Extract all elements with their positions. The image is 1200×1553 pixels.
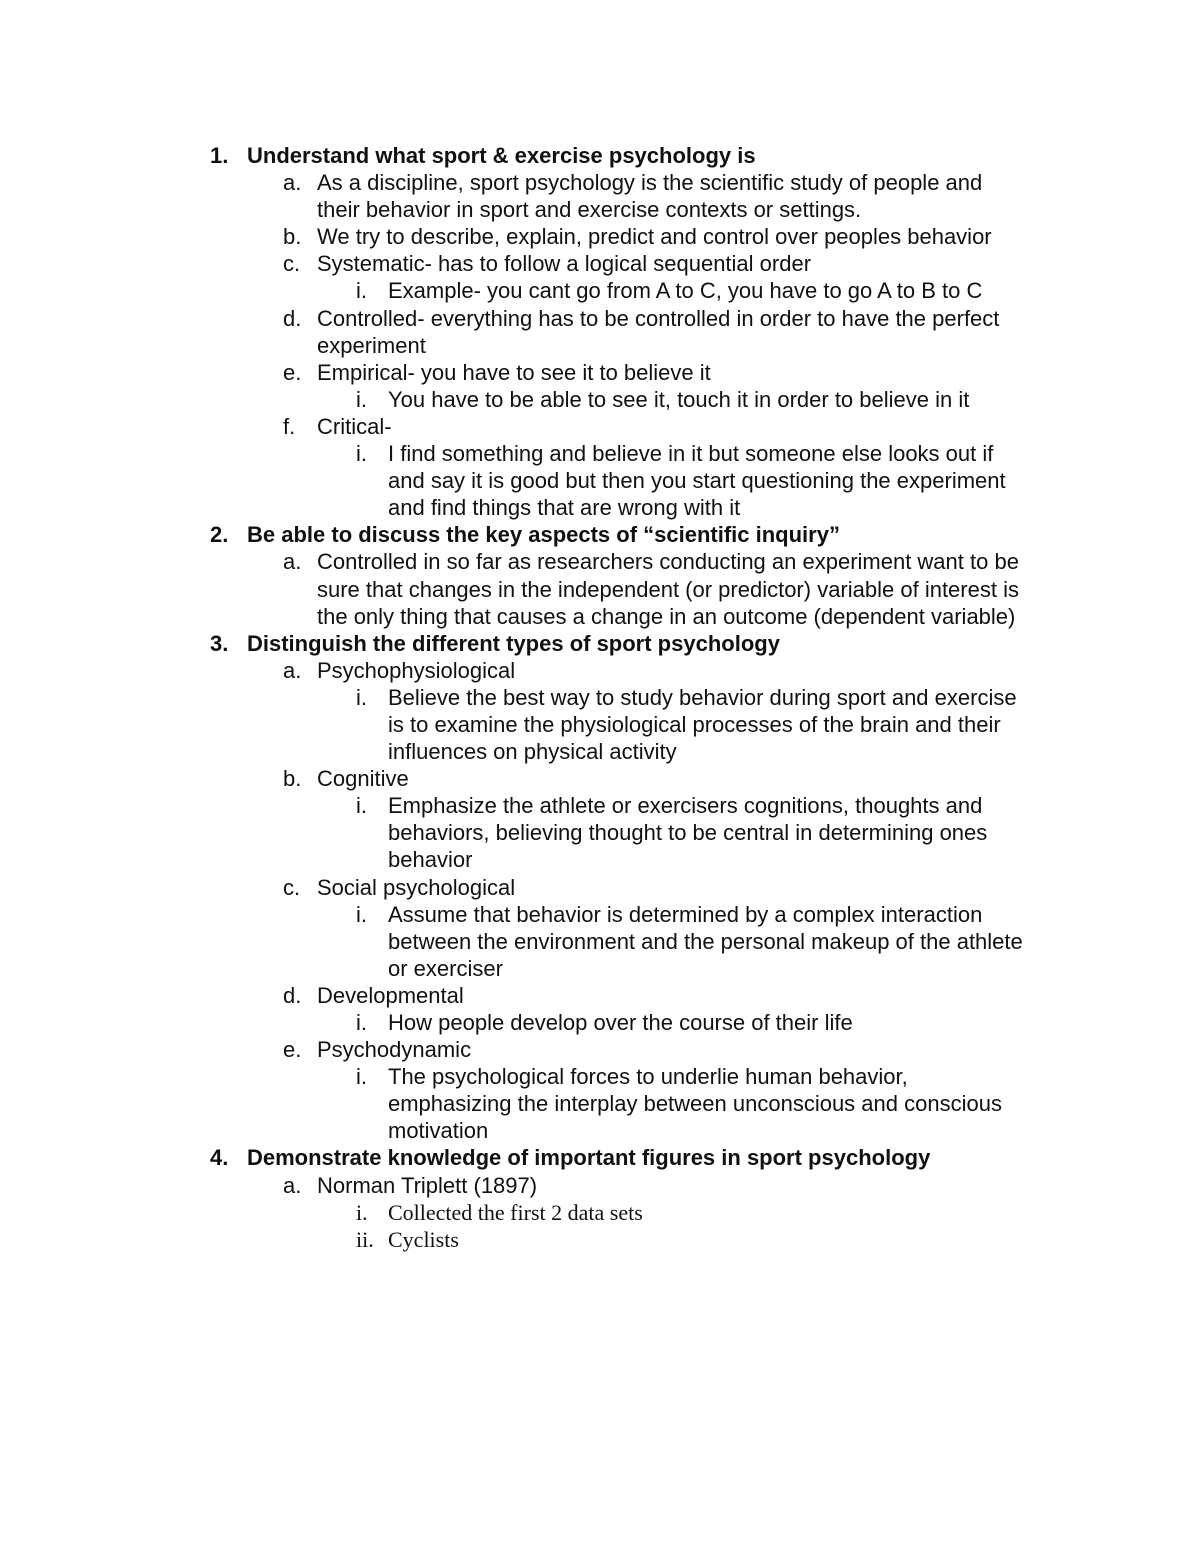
list-number: 2. bbox=[210, 522, 229, 548]
list-marker: a. bbox=[283, 170, 302, 196]
list-marker: i. bbox=[356, 1199, 368, 1225]
list-item-text: Psychodynamic bbox=[317, 1037, 472, 1063]
heading-text: Be able to discuss the key aspects of “scientific inquiry” bbox=[247, 522, 840, 548]
list-subitem bbox=[0, 277, 1200, 304]
list-item bbox=[0, 1036, 1200, 1063]
list-marker: i. bbox=[356, 1010, 367, 1035]
list-subitem bbox=[0, 1199, 1200, 1226]
list-item bbox=[0, 548, 1200, 629]
list-item-text: How people develop over the course of their life bbox=[388, 1010, 853, 1035]
list-item bbox=[0, 982, 1200, 1009]
list-item-text: Cyclists bbox=[388, 1226, 459, 1252]
outline-heading-2 bbox=[0, 521, 1200, 548]
list-item-text: The psychological forces to underlie human behavior, emphasizing the interplay between unconscious and conscious motivation bbox=[388, 1064, 1002, 1144]
list-item-text: You have to be able to see it, touch it in order to believe in it bbox=[388, 386, 970, 412]
list-number: 4. bbox=[210, 1145, 229, 1171]
list-marker: i. bbox=[356, 1064, 367, 1090]
list-item-text: I find something and believe in it but someone else looks out if and say it is good but then you start questioning the experiment and find things that are wrong with it bbox=[388, 441, 1006, 521]
list-subitem bbox=[0, 792, 1200, 873]
list-marker: i. bbox=[356, 901, 367, 927]
outline-heading-3 bbox=[0, 630, 1200, 657]
list-item bbox=[0, 1172, 1200, 1199]
list-item-text: Psychophysiological bbox=[317, 657, 516, 683]
heading-text: Understand what sport & exercise psychology is bbox=[247, 143, 756, 168]
list-subitem bbox=[0, 1063, 1200, 1144]
list-item-text: Controlled in so far as researchers conducting an experiment want to be sure that changes in the independent (or predictor) variable of interest is the only thing that causes a change in an outcome (dependent variable) bbox=[317, 549, 1019, 629]
list-marker: e. bbox=[283, 1037, 302, 1063]
list-item-text: Empirical- you have to see it to believe it bbox=[317, 359, 711, 385]
list-item bbox=[0, 657, 1200, 684]
list-marker: i. bbox=[356, 441, 367, 467]
list-item-text: Critical- bbox=[317, 413, 392, 439]
list-item-text: As a discipline, sport psychology is the scientific study of people and their behavior in sport and exercise contexts or settings. bbox=[317, 170, 983, 223]
list-marker: f. bbox=[283, 413, 296, 439]
list-marker: c. bbox=[283, 874, 301, 900]
list-marker: b. bbox=[283, 224, 302, 250]
list-item bbox=[0, 169, 1200, 223]
heading-text: Distinguish the different types of sport psychology bbox=[247, 630, 780, 656]
list-marker: i. bbox=[356, 278, 367, 304]
list-marker: i. bbox=[356, 793, 367, 819]
list-marker: i. bbox=[356, 684, 367, 710]
list-number: 1. bbox=[210, 143, 229, 168]
list-item-text: Emphasize the athlete or exercisers cognitions, thoughts and behaviors, believing thought to be central in determining ones behavior bbox=[388, 793, 988, 873]
list-subitem bbox=[0, 1009, 1200, 1036]
list-marker: a. bbox=[283, 549, 302, 575]
list-item-text: Cognitive bbox=[317, 766, 409, 792]
list-item-text: Believe the best way to study behavior during sport and exercise is to examine the physiological processes of the brain and their influences on physical activity bbox=[388, 684, 1017, 765]
list-item-text: Social psychological bbox=[317, 874, 516, 900]
list-item-text: Example- you cant go from A to C, you have to go A to B to C bbox=[388, 278, 983, 304]
list-item-text: Collected the first 2 data sets bbox=[388, 1199, 643, 1225]
list-item bbox=[0, 305, 1200, 359]
list-item-text: Norman Triplett (1897) bbox=[317, 1172, 538, 1198]
list-subitem bbox=[0, 901, 1200, 982]
list-marker: a. bbox=[283, 1172, 302, 1198]
list-marker: c. bbox=[283, 251, 301, 277]
outline-list bbox=[0, 142, 1200, 1253]
list-item bbox=[0, 765, 1200, 792]
list-item-text: Systematic- has to follow a logical sequential order bbox=[317, 251, 812, 277]
list-marker: i. bbox=[356, 386, 367, 412]
heading-text: Demonstrate knowledge of important figures in sport psychology bbox=[247, 1145, 931, 1171]
list-item-text: Assume that behavior is determined by a complex interaction between the environment and the personal makeup of the athlete or exerciser bbox=[388, 901, 1023, 981]
list-item bbox=[0, 359, 1200, 386]
list-marker: e. bbox=[283, 359, 302, 385]
list-subitem bbox=[0, 684, 1200, 765]
list-item bbox=[0, 874, 1200, 901]
outline-heading-1 bbox=[0, 142, 1200, 169]
list-number: 3. bbox=[210, 630, 229, 656]
list-marker: d. bbox=[283, 305, 302, 331]
list-item bbox=[0, 223, 1200, 250]
list-subitem bbox=[0, 1226, 1200, 1253]
list-item-text: Developmental bbox=[317, 982, 464, 1008]
list-item-text: We try to describe, explain, predict and control over peoples behavior bbox=[317, 224, 992, 250]
list-subitem bbox=[0, 386, 1200, 413]
list-item bbox=[0, 413, 1200, 440]
list-marker: a. bbox=[283, 657, 302, 683]
outline-heading-4 bbox=[0, 1144, 1200, 1171]
list-marker: d. bbox=[283, 982, 302, 1008]
list-item bbox=[0, 250, 1200, 277]
list-marker: b. bbox=[283, 766, 302, 792]
list-marker: ii. bbox=[356, 1226, 374, 1252]
list-subitem bbox=[0, 440, 1200, 521]
list-item-text: Controlled- everything has to be controlled in order to have the perfect experiment bbox=[317, 305, 1000, 358]
